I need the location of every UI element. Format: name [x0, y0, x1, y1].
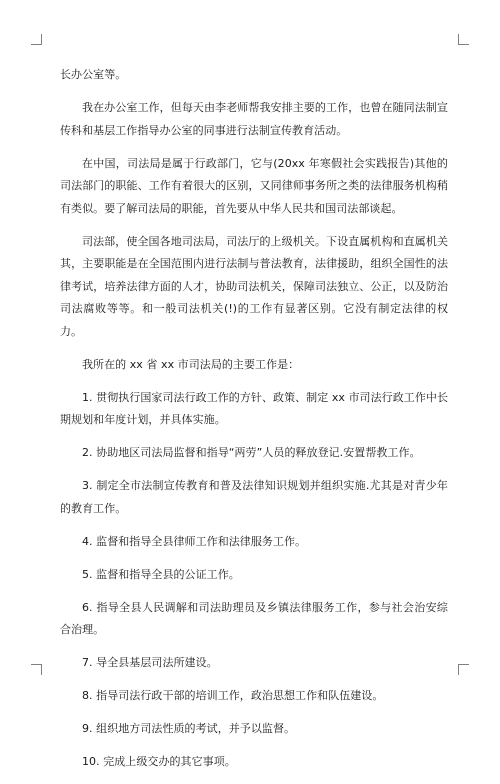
crop-mark-bottom-left	[31, 664, 42, 675]
document-body	[60, 64, 448, 784]
list-item: 1. 贯彻执行国家司法行政工作的方针、政策、制定 xx 市司法行政工作中长期规划和年度计划，并具体实施。	[60, 390, 448, 426]
list-item: 4. 监督和指导全县律师工作和法律服务工作。	[82, 534, 307, 548]
paragraph: 司法部，使全国各地司法局，司法厅的上级机关。下设直属机构和直属机关其，主要职能是在全国范围内进行法制与普法教育，法律援助，组织全国性的法律考试，培养法律方面的人才，协助司法机关，保障司法独立、公正，以及防治司法腐败等等。和一般司法机关(!)的工作有显著区别。它没有制定法律的权力。	[60, 234, 448, 338]
list-item: 7. 导全县基层司法所建设。	[82, 656, 218, 669]
crop-mark-top-left	[31, 34, 42, 45]
list-item: 8. 指导司法行政干部的培训工作，政治思想工作和队伍建设。	[82, 689, 384, 702]
paragraph: 我在办公室工作，但每天由李老师帮我安排主要的工作，也曾在随同法制宣传科和基层工作指导办公室的同事进行法制宣传教育活动。	[60, 101, 448, 137]
list-item: 5. 监督和指导全县的公证工作。	[82, 567, 240, 581]
list-item: 9. 组织地方司法性质的考试，并予以监督。	[82, 722, 296, 735]
list-item: 10. 完成上级交办的其它事项。	[82, 755, 236, 768]
paragraph: 在中国，司法局是属于行政部门，它与(20xx 年寒假社会实践报告)其他的司法部门的职能、工作有着很大的区别，又同律师事务所之类的法律服务机构稍有类似。要了解司法局的职能，首先要从中华人民共和国司法部谈起。	[60, 156, 448, 215]
list-item: 3. 制定全市法制宣传教育和普及法律知识规划并组织实施.尤其是对青少年的教育工作。	[60, 479, 448, 515]
paragraph: 长办公室等。	[60, 68, 127, 81]
paragraph: 我所在的 xx 省 xx 市司法局的主要工作是：	[82, 357, 300, 371]
crop-mark-bottom-right	[458, 664, 469, 675]
list-item: 2. 协助地区司法局监督和指导“两劳”人员的释放登记.安置帮教工作。	[82, 446, 421, 459]
crop-mark-top-right	[458, 34, 469, 45]
list-item: 6. 指导全县人民调解和司法助理员及乡镇法律服务工作，参与社会治安综合治理。	[60, 600, 448, 636]
